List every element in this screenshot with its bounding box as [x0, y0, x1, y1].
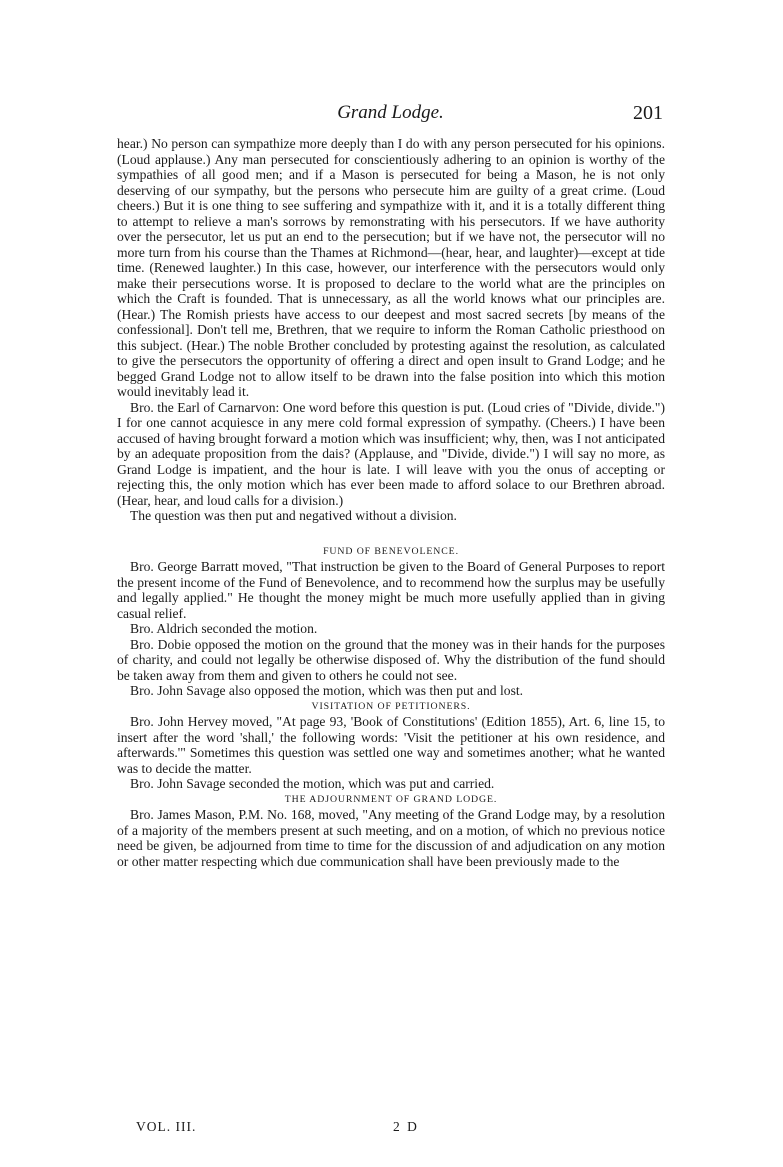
running-title: Grand Lodge.	[337, 102, 444, 123]
volume-label: VOL. III.	[136, 1119, 197, 1134]
page-header	[118, 102, 663, 126]
section-heading-fund-of-benevolence: FUND OF BENEVOLENCE.	[323, 545, 459, 557]
paragraph-savage-opposed: Bro. John Savage also opposed the motion, which was then put and lost.	[130, 683, 524, 698]
paragraph-mason-motion: Bro. James Mason, P.M. No. 168, moved, "Any meeting of the Grand Lodge may, by a resolution of a majority of the members present at such meeting, and on a motion, of which no previous notice need be given, be adjourned from time to time for the discussion of and adjudication on any motion or other matter respecting which due communication shall have been previously made to the	[117, 807, 665, 869]
paragraph-aldrich-seconded: Bro. Aldrich seconded the motion.	[130, 621, 318, 636]
paragraph-speech-continuation: hear.) No person can sympathize more deeply than I do with any person persecuted for his opinions. (Loud applause.) Any man persecuted for conscientiously adhering to an opinion is worthy of the sympathies of all good men; and if a Mason is persecuted for being a Mason, he is not only deserving of our sympathy, but the persons who persecute him are guilty of a great crime. (Loud cheers.) But it is one thing to see suffering and sympathize with it, and it is a totally different thing to attempt to relieve a man's sorrows by remonstrating with his persecutors. If we have authority over the persecutor, let us put an end to the persecution; but if we have not, the persecutor will no more turn from his course than the Thames at Richmond—(hear, hear, and laughter)—except at tide time. (Renewed laughter.) In this case, however, our interference with the persecutors would only make their persecutions worse. It is proposed to declare to the world what are the principles on which the Craft is founded. That is unnecessary, as all the world knows what our principles are. (Hear.) The Romish priests have access to our deepest and most sacred secrets [by means of the confessional]. Don't tell me, Brethren, that we require to inform the Roman Catholic priesthood on this subject. (Hear.) The noble Brother concluded by protesting against the resolution, as calculated to give the persecutors the opportunity of offering a direct and open insult to Grand Lodge; and he begged Grand Lodge not to allow itself to be drawn into the false position into which this motion would inevitably lead it.	[117, 136, 665, 399]
paragraph-question-negatived: The question was then put and negatived without a division.	[130, 508, 457, 523]
paragraph-barratt-motion: Bro. George Barratt moved, "That instruction be given to the Board of General Purposes to report the present income of the Fund of Benevolence, and to recommend how the surplus may be usefully and legally applied." He thought the money might be much more usefully applied than in giving casual relief.	[117, 559, 665, 621]
section-heading-adjournment: THE ADJOURNMENT OF GRAND LODGE.	[284, 793, 498, 805]
signature-mark: 2 D	[393, 1119, 419, 1134]
section-heading-visitation-of-petitioners: VISITATION OF PETITIONERS.	[311, 700, 471, 712]
paragraph-hervey-motion: Bro. John Hervey moved, "At page 93, 'Book of Constitutions' (Edition 1855), Art. 6, line 15, to insert after the word 'shall,' the following words: 'Visit the petitioner at his own residence, and afterwards.'" Sometimes this question was settled one way and sometimes another; what he wanted was to decide the matter.	[117, 714, 665, 776]
paragraph-savage-seconded: Bro. John Savage seconded the motion, which was put and carried.	[130, 776, 495, 791]
paragraph-dobie-opposed: Bro. Dobie opposed the motion on the ground that the money was in their hands for the purposes of charity, and could not legally be otherwise disposed of. Why the distribution of the fund should be taken away from them and given to others he could not see.	[117, 636, 665, 683]
page-footer	[136, 1119, 556, 1137]
page-number: 201	[633, 102, 663, 124]
paragraph-carnarvon: Bro. the Earl of Carnarvon: One word before this question is put. (Loud cries of "Divide, divide.") I for one cannot acquiesce in any mere cold formal expression of sympathy. (Cheers.) I have been accused of having brought forward a motion which was insufficient; why, then, was I not anticipated by an adequate proposition from the dais? (Applause, and "Divide, divide.") I will say no more, as Grand Lodge is impatient, and the hour is late. I will leave with you the onus of accepting or rejecting this, the only motion which has ever been made to afford solace to our Brethren abroad. (Hear, hear, and loud calls for a division.)	[117, 399, 665, 508]
body-text	[117, 136, 665, 869]
